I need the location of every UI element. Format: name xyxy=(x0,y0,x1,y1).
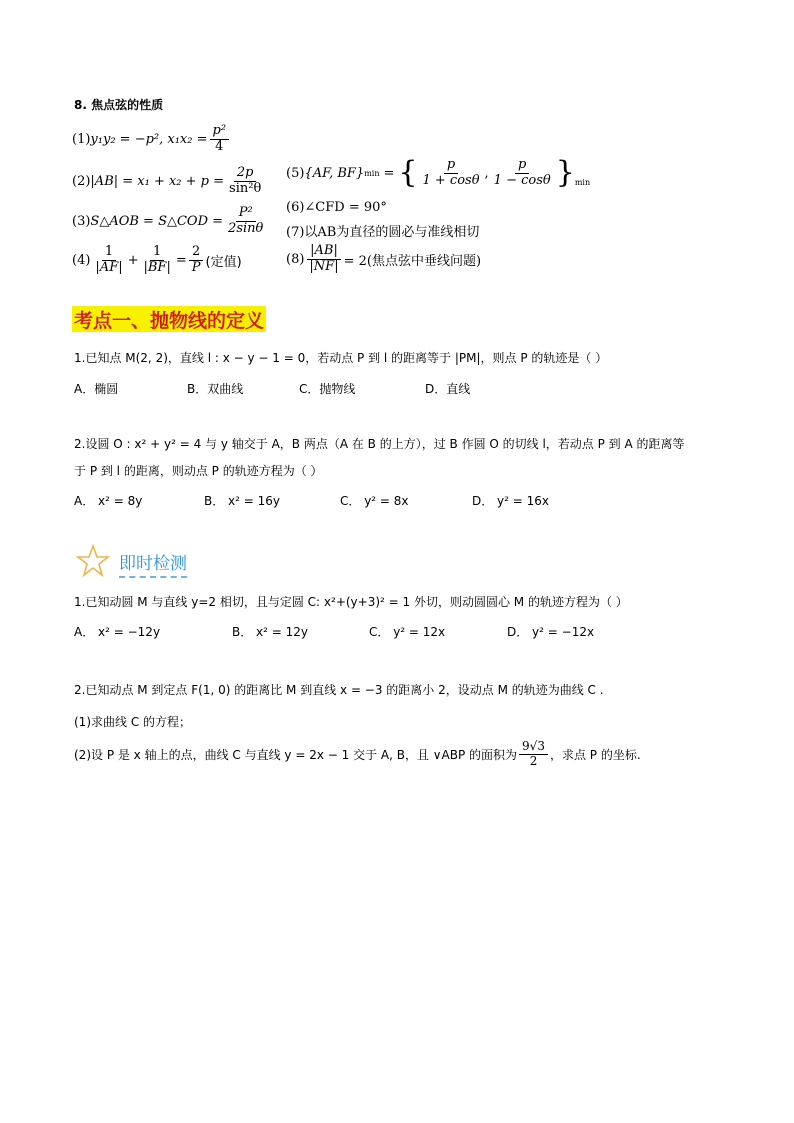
property-5-a-numerator: p xyxy=(444,158,458,174)
property-5-b-numerator: p xyxy=(515,158,529,174)
property-2 xyxy=(72,166,266,197)
question-4-part-1: (1)求曲线 C 的方程； xyxy=(74,715,192,729)
property-4-fraction-c xyxy=(189,245,204,276)
property-1-lhs: y₁y₂ = −p², x₁x₂ = xyxy=(90,131,208,147)
question-1-option-d: D．直线 xyxy=(425,382,471,396)
question-2-line-1: 2.设圆 O : x² + y² = 4 与 y 轴交于 A，B 两点（A 在 B 的上方），过 B 作圆 O 的切线 l，若动点 P 到 A 的距离等 xyxy=(74,437,685,451)
area-fraction xyxy=(519,740,548,769)
star-icon xyxy=(76,544,110,578)
property-1-label: (1) xyxy=(72,131,91,147)
property-5-b-denominator: 1 − cosθ xyxy=(493,172,551,188)
question-3-option-c: C． y² = 12x xyxy=(369,625,446,639)
question-2-option-b: B． x² = 16y xyxy=(204,494,281,508)
question-1-option-c: C．抛物线 xyxy=(299,382,356,396)
question-1-text: 1.已知点 M(2, 2)，直线 l : x − y − 1 = 0，若动点 P 到 l 的距离等于 |PM|，则点 P 的轨迹是（ ） xyxy=(74,351,608,365)
question-1-option-b: B．双曲线 xyxy=(187,382,244,396)
properties-heading: 8. 焦点弦的性质 xyxy=(74,98,164,112)
property-1-numerator: p² xyxy=(210,124,230,140)
property-3-label: (3) xyxy=(72,213,91,229)
property-5-min-subscript-2: min xyxy=(574,177,591,187)
property-4-fraction-b xyxy=(141,245,174,276)
property-8-fraction xyxy=(306,244,341,275)
property-4-b-denominator: |BF| xyxy=(143,259,171,275)
property-3-lhs: S△AOB = S△COD = xyxy=(90,213,224,229)
property-4-c-numerator: 2 xyxy=(189,245,203,261)
property-6: (6)∠CFD = 90° xyxy=(286,200,387,215)
property-8-rest: = 2(焦点弦中垂线问题) xyxy=(343,253,482,269)
property-4 xyxy=(72,245,242,276)
property-2-numerator: 2p xyxy=(234,166,257,182)
question-4-part-2 xyxy=(74,740,641,769)
property-1-fraction xyxy=(210,124,230,155)
property-4-label: (4) xyxy=(72,252,91,268)
section-banner xyxy=(72,306,266,332)
property-8-label: (8) xyxy=(286,251,305,267)
question-4-part-2-tail: ，求点 P 的坐标. xyxy=(549,747,641,762)
property-2-lhs: |AB| = x₁ + x₂ + p = xyxy=(90,173,225,189)
question-3-option-b: B． x² = 12y xyxy=(232,625,309,639)
property-5-right-brace: } xyxy=(555,155,575,191)
property-8-denominator: |NF| xyxy=(309,258,339,274)
property-5-min-subscript: min xyxy=(364,168,380,178)
property-8-numerator: |AB| xyxy=(307,244,341,260)
property-1 xyxy=(72,124,231,155)
question-4-part-2-text: (2)设 P 是 x 轴上的点，曲线 C 与直线 y = 2x − 1 交于 A, B，且 ∨ABP 的面积为 xyxy=(74,747,518,762)
question-3-option-a: A． x² = −12y xyxy=(74,625,161,639)
quick-check-title: 即时检测 xyxy=(119,549,187,578)
property-3-fraction xyxy=(225,206,266,237)
property-2-fraction xyxy=(226,166,264,197)
property-3 xyxy=(72,206,268,237)
property-3-numerator: P² xyxy=(236,206,256,222)
property-4-a-denominator: |AF| xyxy=(95,259,123,275)
property-5-label: (5) xyxy=(286,165,305,181)
property-5-a-denominator: 1 + cosθ xyxy=(422,172,480,188)
question-2-option-a: A． x² = 8y xyxy=(74,494,143,508)
question-4-text: 2.已知动点 M 到定点 F(1, 0) 的距离比 M 到直线 x = −3 的距离小 2，设动点 M 的轨迹为曲线 C . xyxy=(74,683,604,697)
question-2-option-c: C． y² = 8x xyxy=(340,494,409,508)
property-3-denominator: 2sinθ xyxy=(228,220,264,236)
question-3-text: 1.已知动圆 M 与直线 y=2 相切，且与定圆 C: x²+(y+3)² = 1 外切，则动圆圆心 M 的轨迹方程为（ ） xyxy=(74,595,628,609)
property-4-b-numerator: 1 xyxy=(150,245,164,261)
question-2-line-2: 于 P 到 l 的距离，则动点 P 的轨迹方程为（ ） xyxy=(74,464,323,478)
property-4-c-denominator: P xyxy=(191,259,201,275)
property-5-lhs: {AF, BF} xyxy=(304,165,365,181)
property-1-denominator: 4 xyxy=(215,138,224,154)
property-2-label: (2) xyxy=(72,173,91,189)
property-5-left-brace: { xyxy=(398,155,418,191)
property-5-equals: = xyxy=(383,165,395,181)
property-4-fraction-a xyxy=(92,245,125,276)
area-fraction-numerator: 9√3 xyxy=(519,740,548,755)
property-4-plus: + xyxy=(127,252,139,268)
property-8 xyxy=(286,244,481,275)
property-5-fraction-b xyxy=(491,158,554,189)
property-5-comma: , xyxy=(484,165,489,181)
property-4-equals: = xyxy=(175,252,187,268)
question-3-option-d: D． y² = −12x xyxy=(507,625,595,639)
property-5 xyxy=(286,155,591,191)
property-5-fraction-a xyxy=(419,158,482,189)
property-4-note: (定值) xyxy=(205,254,242,270)
property-4-a-numerator: 1 xyxy=(102,245,116,261)
question-1-option-a: A．椭圆 xyxy=(74,382,119,396)
section-title: 考点一、抛物线的定义 xyxy=(74,309,265,332)
question-2-option-d: D． y² = 16x xyxy=(472,494,550,508)
property-7: (7)以AB为直径的圆必与准线相切 xyxy=(286,225,480,240)
area-fraction-denominator: 2 xyxy=(529,753,538,768)
property-2-denominator: sin²θ xyxy=(229,180,262,196)
